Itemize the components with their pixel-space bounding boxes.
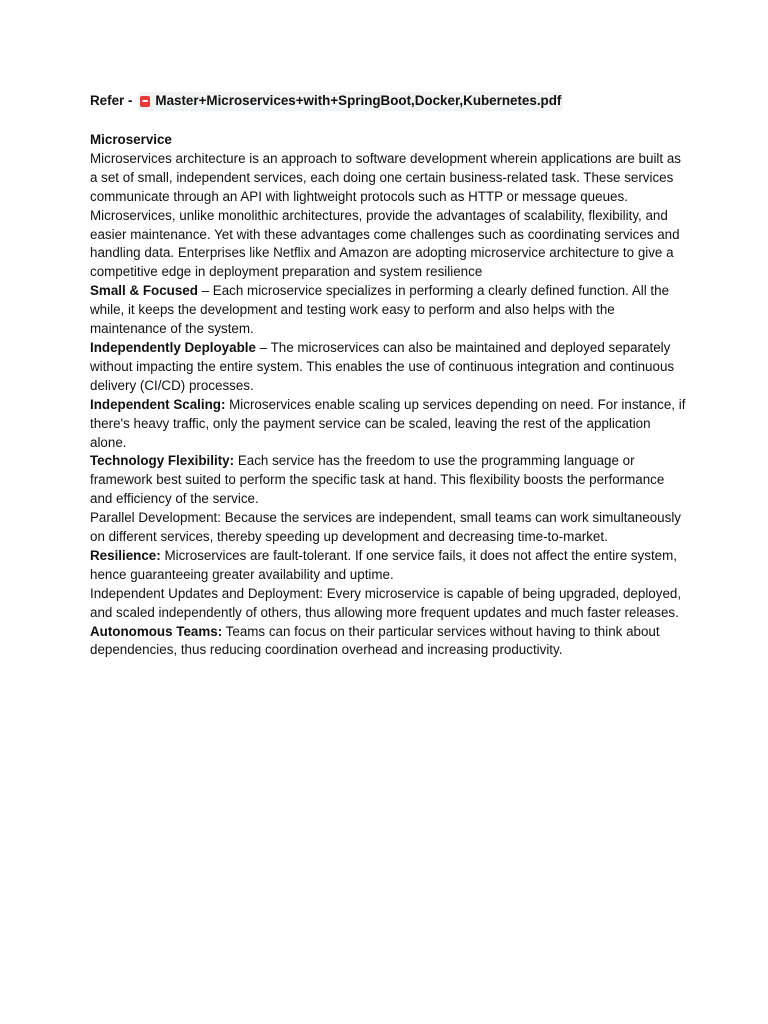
point-title: Small & Focused (90, 283, 198, 299)
point-title: Autonomous Teams: (90, 623, 223, 639)
point-text: Each service has the freedom to use the programming language or framework best suited to perform the specific task at hand. This flexibility boosts the performance and efficiency of the service. (90, 453, 665, 507)
point-title: Resilience: (90, 547, 161, 563)
point-resilience (90, 547, 686, 585)
point-text: Microservices enable scaling up services depending on need. For instance, if there's heavy traffic, only the payment service can be scaled, leaving the rest of the application alone. (90, 396, 686, 450)
point-title: Independent Updates and Deployment: (90, 585, 324, 601)
point-separator: – (197, 283, 213, 299)
intro-paragraph: Microservices architecture is an approach to software development wherein applications are built as a set of small, independent services, each doing one certain business-related task. These services communicate through an API with lightweight protocols such as HTTP or message queues. Microservices, unlike monolithic architectures, provide the advantages of scalability, flexibility, and easier maintenance. Yet with these advantages come challenges such as coordinating services and handling data. Enterprises like Netflix and Amazon are adopting microservice architecture to give a competitive edge in deployment preparation and system resilience (90, 150, 681, 280)
point-independent-updates (90, 585, 686, 623)
point-technology-flexibility (90, 452, 686, 509)
refer-label: Refer - (90, 93, 133, 109)
pdf-file-icon (140, 96, 150, 107)
point-autonomous-teams (90, 623, 686, 661)
point-text: Each microservice specializes in performing a clearly defined function. All the while, it keeps the development and testing work easy to perform and also helps with the maintenance of the system. (90, 283, 670, 337)
point-parallel-development (90, 509, 686, 547)
point-small-focused (90, 282, 686, 339)
point-text: Microservices are fault-tolerant. If one service fails, it does not affect the entire system, hence guaranteeing greater availability and uptime. (90, 547, 677, 582)
point-text: Every microservice is capable of being upgraded, deployed, and scaled independently of others, thus allowing more frequent updates and much faster releases. (90, 585, 682, 620)
point-text: The microservices can also be maintained and deployed separately without impacting the entire system. This enables the use of continuous integration and continuous delivery (CI/CD) processes. (90, 339, 675, 393)
spacer (90, 111, 686, 131)
point-title: Technology Flexibility: (90, 453, 235, 469)
document-body (90, 92, 686, 660)
point-independently-deployable (90, 339, 686, 396)
point-title: Independently Deployable (90, 339, 256, 355)
point-separator: – (255, 339, 271, 355)
point-text: Teams can focus on their particular services without having to think about dependencies, thus reducing coordination overhead and increasing productivity. (90, 623, 660, 658)
point-text: Because the services are independent, small teams can work simultaneously on different services, thereby speeding up development and decreasing time-to-market. (90, 510, 681, 545)
pdf-file-name[interactable]: Master+Microservices+with+SpringBoot,Docker,Kubernetes.pdf (155, 93, 562, 109)
section-heading: Microservice (90, 132, 172, 147)
point-title: Independent Scaling: (90, 396, 226, 412)
refer-line (90, 92, 686, 111)
point-title: Parallel Development: (90, 510, 221, 526)
pdf-file-link[interactable] (138, 92, 563, 111)
point-independent-scaling (90, 396, 686, 453)
